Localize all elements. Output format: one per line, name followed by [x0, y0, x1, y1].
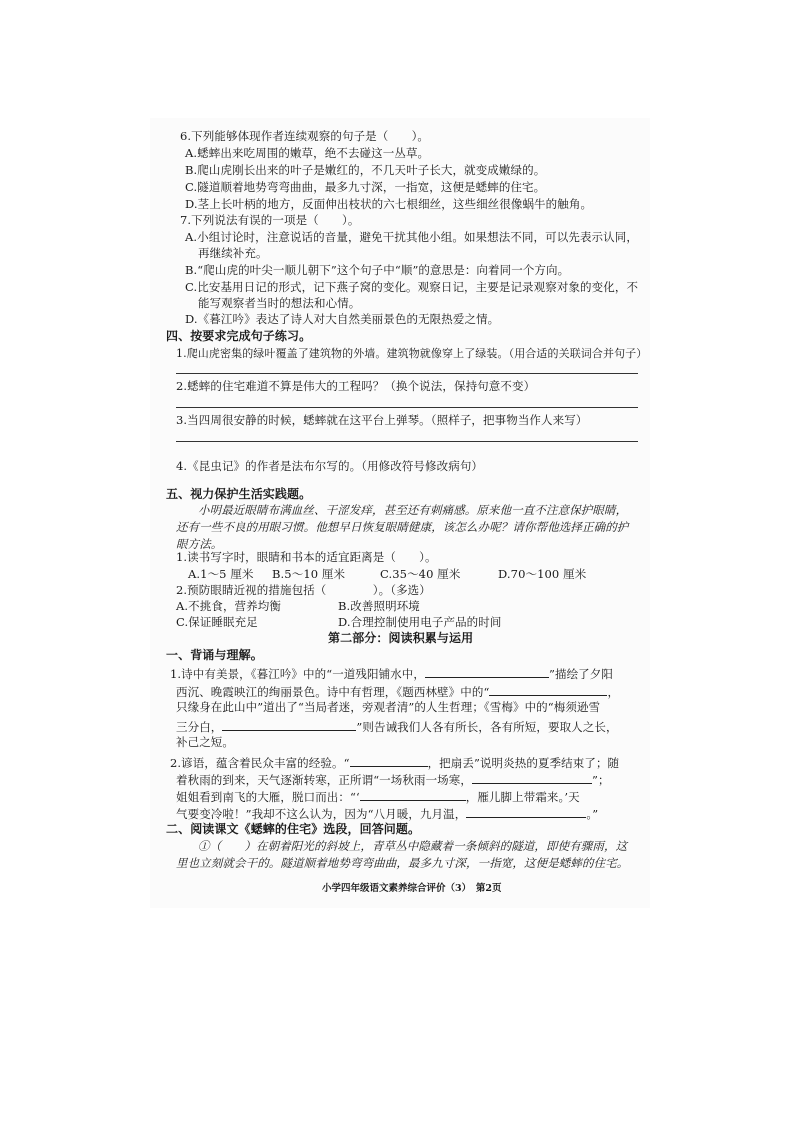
blank-4[interactable] [350, 754, 428, 767]
reading-passage-line1: ①（ ）在朝着阳光的斜坡上，青草丛中隐藏着一条倾斜的隧道，即使有骤雨，这 [198, 839, 628, 853]
q7-option-a-line2: 再继续补充。 [198, 246, 268, 260]
answer-line-3[interactable] [176, 441, 638, 442]
proverb-line2-head: 着秋雨的到来，天气逐渐转寒，正所谓“一场秋雨一场寒， [176, 773, 472, 787]
proverb-line1-tail: ，把扇丢”说明炎热的夏季结束了；随 [427, 756, 620, 770]
q7-option-c-line1: C.比安基用日记的形式，记下燕子窝的变化。观察日记，主要是记录观察对象的变化，不 [185, 280, 639, 294]
q7-option-b: B.“爬山虎的叶尖一顺儿朝下”这个句子中“顺”的意思是：向着同一个方向。 [185, 263, 570, 277]
q6-option-a: A.蟋蟀出来吃周围的嫩草，绝不去碰这一丛草。 [185, 146, 430, 160]
q2-option-d[interactable]: D.合理控制使用电子产品的时间 [338, 615, 502, 629]
q2-option-a[interactable]: A.不挑食，营养均衡 [176, 599, 281, 613]
q7-option-a-line1: A.小组讨论时，注意说话的音量，避免干扰其他小组。如果想法不同，可以先表示认同， [185, 230, 638, 244]
recite-line2-text: 西沉、晚霞映江的绚丽景色。诗中有哲理，《题西林壁》中的“ [176, 685, 490, 699]
q7-stem: 7.下列说法有误的一项是（ ）。 [180, 213, 360, 227]
recite-line1-tail: ”描绘了夕阳 [549, 667, 613, 681]
section5-passage-line1: 小明最近眼睛布满血丝、干涩发痒，甚至还有刺痛感。原来他一直不注意保护眼睛， [198, 503, 628, 517]
section5-title: 五、视力保护生活实践题。 [166, 487, 312, 501]
section4-q1: 1.爬山虎密集的绿叶覆盖了建筑物的外墙。建筑物就像穿上了绿装。（用合适的关联词合并句子） [176, 347, 648, 360]
q7-option-c-line2: 能写观察者当时的想法和心情。 [198, 296, 361, 310]
part2-section1-title: 一、背诵与理解。 [166, 648, 263, 662]
q6-option-d: D.茎上长叶柄的地方，反面伸出枝状的六七根细丝，这些细丝很像蜗牛的触角。 [185, 197, 593, 211]
proverb-line1 [170, 754, 619, 771]
recite-line4-head: 三分白， [176, 720, 223, 734]
proverb-line4 [176, 805, 598, 822]
section4-q2: 2.蟋蟀的住宅难道不算是伟大的工程吗？（换个说法，保持句意不变） [176, 379, 536, 393]
section4-q4: 4.《昆虫记》的作者是法布尔写的。（用修改符号修改病句） [176, 459, 484, 473]
proverb-line4-head: 气要变冷啦！”我却不这么认为，因为“八月暖，九月温， [176, 807, 467, 821]
section5-passage-line3: 眼方法。 [176, 537, 223, 551]
answer-line-1[interactable] [176, 373, 638, 374]
proverb-line2 [176, 771, 610, 788]
q6-stem: 6.下列能够体现作者连续观察的句子是（ ）。 [180, 129, 430, 143]
q1-option-d[interactable]: D.70～100 厘米 [498, 567, 587, 581]
answer-line-2[interactable] [176, 407, 638, 408]
section5-passage-line2: 还有一些不良的用眼习惯。他想早日恢复眼睛健康，该怎么办呢？请你帮他选择正确的护 [176, 520, 629, 534]
blank-1[interactable] [425, 665, 549, 678]
q7-option-d: D.《暮江吟》表达了诗人对大自然美丽景色的无限热爱之情。 [185, 312, 500, 326]
part2-section2-title: 二、阅读课文《蟋蟀的住宅》选段，回答问题。 [166, 822, 421, 836]
blank-2[interactable] [489, 683, 607, 696]
q6-option-b: B.爬山虎刚长出来的叶子是嫩红的，不几天叶子长大，就变成嫩绿的。 [185, 163, 546, 177]
proverb-line3 [176, 788, 580, 805]
proverb-line1-head: 2.谚语，蕴含着民众丰富的经验。“ [170, 756, 350, 770]
section4-title: 四、按要求完成句子练习。 [166, 329, 312, 343]
blank-7[interactable] [466, 805, 586, 818]
q2-option-c[interactable]: C.保证睡眠充足 [176, 615, 258, 629]
recite-line2-tail: ， [607, 685, 620, 699]
proverb-line3-tail: ，雁儿脚上带霜来。’天 [465, 790, 580, 804]
page-footer: 小学四年级语文素养综合评价（3） 第2页 [322, 883, 502, 894]
blank-3[interactable] [222, 718, 356, 731]
part2-title: 第二部分：阅读积累与运用 [328, 631, 474, 645]
proverb-line4-tail: 。” [586, 807, 599, 821]
recite-line4 [176, 718, 618, 735]
q6-option-c: C.隧道顺着地势弯弯曲曲，最多九寸深，一指宽，这便是蟋蟀的住宅。 [185, 180, 546, 194]
recite-line4-tail: ”则告诫我们人各有所长，各有所短，要取人之长， [356, 720, 618, 734]
blank-5[interactable] [472, 771, 592, 784]
section4-q3: 3.当四周很安静的时候，蟋蟀就在这平台上弹琴。（照样子，把事物当作人来写） [176, 413, 588, 427]
recite-line5: 补己之短。 [176, 735, 234, 749]
recite-line1 [170, 665, 613, 682]
q1-option-b[interactable]: B.5～10 厘米 [272, 567, 346, 581]
section5-q2: 2.预防眼睛近视的措施包括（ ）。（多选） [176, 583, 431, 597]
section5-q1: 1.读书写字时，眼睛和书本的适宜距离是（ ）。 [176, 550, 437, 564]
q2-option-b[interactable]: B.改善照明环境 [338, 599, 420, 613]
section5-q1-options [188, 567, 628, 582]
proverb-line2-tail: ”； [591, 773, 610, 787]
q1-option-a[interactable]: A.1～5 厘米 [188, 567, 254, 581]
recite-line2 [176, 683, 619, 700]
proverb-line3-head: 姐姐看到南飞的大雁，脱口而出：“‘ [176, 790, 360, 804]
blank-6[interactable] [360, 788, 466, 801]
q1-option-c[interactable]: C.35～40 厘米 [380, 567, 461, 581]
recite-line3: 只缘身在此山中”道出了“当局者迷，旁观者清”的人生哲理；《雪梅》中的“梅须逊雪 [176, 700, 601, 714]
reading-passage-line2: 里也立刻就会干的。隧道顺着地势弯弯曲曲，最多九寸深，一指宽，这便是蟋蟀的住宅。 [176, 856, 629, 870]
recite-line1-text: 1.诗中有美景，《暮江吟》中的“一道残阳铺水中， [170, 667, 425, 681]
